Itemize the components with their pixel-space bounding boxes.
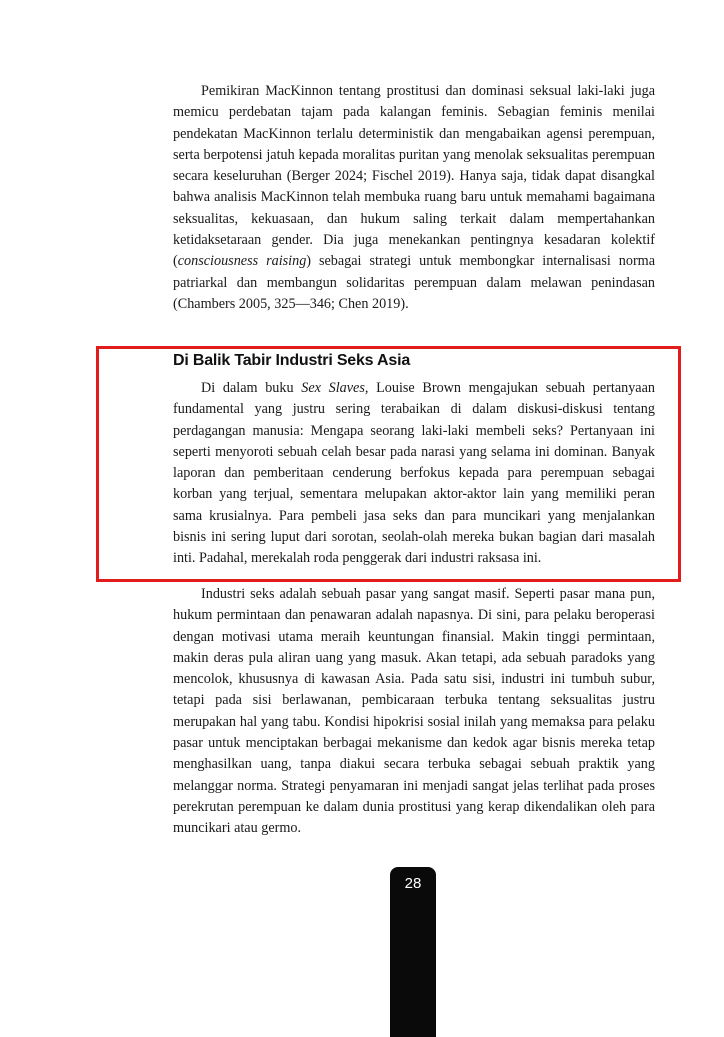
paragraph-mackinnon-critique [173,81,655,315]
paragraph-sex-industry-market: Industri seks adalah sebuah pasar yang sangat masif. Seperti pasar mana pun, hukum permintaan dan penawaran adalah napasnya. Di sini, para pelaku beroperasi dengan motivasi utama meraih keuntungan finansial. Makin tinggi permintaan, makin deras pula aliran uang yang masuk. Akan tetapi, ada sebuah paradoks yang mencolok, khususnya di kawasan Asia. Pada satu sisi, industri ini tumbuh subur, tetapi pada sisi berlawanan, pembicaraan terbuka tentang seksualitas justru merupakan hal yang tabu. Kondisi hipokrisi sosial inilah yang memaksa para pelaku pasar untuk menciptakan berbagai mekanisme dan kedok agar bisnis mereka tetap menghasilkan uang, tanpa diakui secara terbuka sebagai sebuah praktik yang melanggar norma. Strategi penyamaran ini menjadi sangat jelas terlihat pada proses perekrutan perempuan ke dalam dunia prostitusi yang kerap dikendalikan oleh para muncikari atau germo. [173,586,655,837]
highlight-annotation-box [96,346,681,582]
paragraph-text: , Louise Brown mengajukan sebuah pertanyaan fundamental yang justru sering terabaikan di dalam diskusi-diskusi tentang perdagangan manusia: Mengapa seorang laki-laki membeli seks? Pertanyaan ini seperti menyoroti sebuah celah besar pada narasi yang selama ini dominan. Banyak laporan dan pemberitaan cenderung berfokus kepada para perempuan sebagai korban yang terjual, sementara melupakan aktor-aktor lain yang memiliki peran sama krusialnya. Para pembeli jasa seks dan para muncikari yang menjalankan bisnis ini sering luput dari sorotan, seolah-olah mereka bukan bagian dari masalah inti. Padahal, merekalah roda penggerak dari industri raksasa ini. [173,380,655,567]
page-number: 28 [404,875,422,892]
book-title: Sex Slaves [301,380,365,396]
page-number-tab [390,867,436,1037]
paragraph-text: ) sebagai strategi untuk membongkar internalisasi norma patriarkal dan membangun solidaritas perempuan dalam melawan penindasan (Chambers 2005, 325—346; Chen 2019). [173,253,655,312]
paragraph-text: Pemikiran MacKinnon tentang prostitusi dan dominasi seksual laki-laki juga memicu perdebatan tajam pada kalangan feminis. Sebagian feminis menilai pendekatan MacKinnon terlalu deterministik dan mengabaikan agensi perempuan, serta berpotensi jatuh kepada moralitas puritan yang menolak seksualitas perempuan secara keseluruhan (Berger 2024; Fischel 2019). Hanya saja, tidak dapat disangkal bahwa analisis MacKinnon telah membuka ruang baru untuk memahami bagaimana seksualitas, kekuasaan, dan hukum saling terkait dalam mempertahankan ketidaksetaraan gender. Dia juga menekankan pentingnya kesadaran kolektif ( [173,83,655,270]
paragraph-text: Di dalam buku [201,380,302,396]
section-heading: Di Balik Tabir Industri Seks Asia [173,352,411,369]
italic-term: consciousness raising [177,253,307,270]
